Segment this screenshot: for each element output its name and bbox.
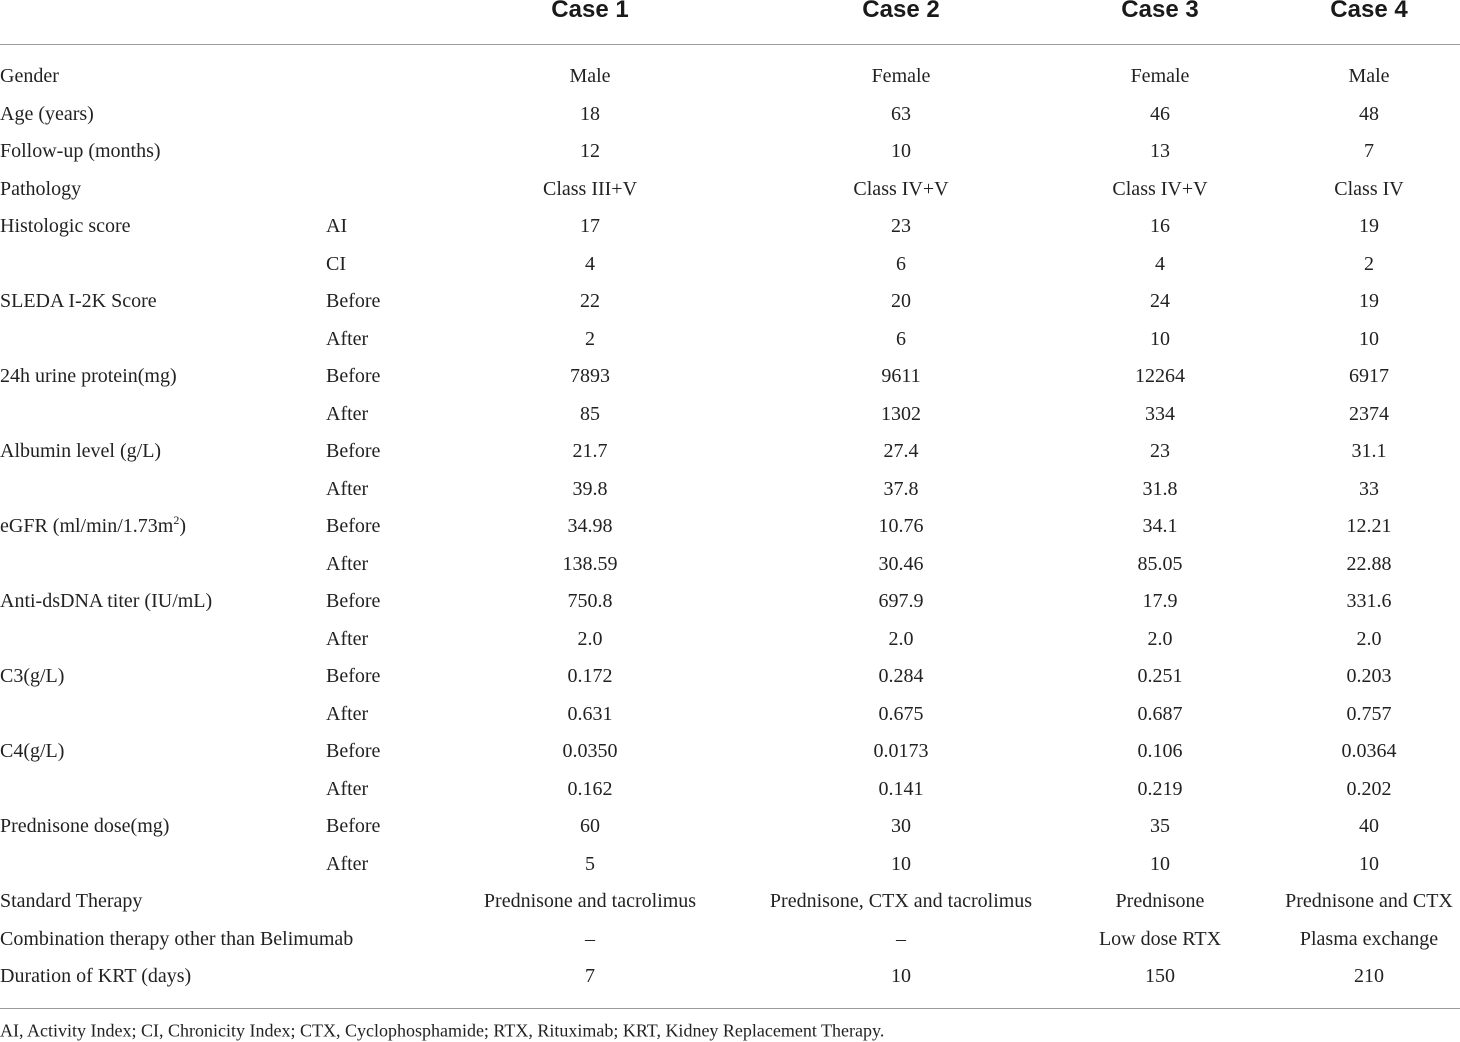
- cell-case-1: 138.59: [562, 552, 618, 575]
- cell-case-2: 2.0: [888, 627, 914, 650]
- cell-case-1: 21.7: [572, 440, 608, 462]
- row-label-text: Follow-up (months): [0, 140, 161, 162]
- cell-case-4: 0.203: [1346, 665, 1392, 687]
- cell-case-4: 0.757: [1346, 702, 1392, 725]
- cell-case-4: 10: [1359, 852, 1379, 875]
- cell-case-1: 7893: [570, 365, 610, 387]
- cell-case-3: 17.9: [1142, 590, 1178, 612]
- cell-case-1: –: [585, 927, 595, 950]
- cell-case-4: 31.1: [1351, 440, 1387, 462]
- cell-case-3: 0.251: [1137, 665, 1183, 687]
- cell-case-3: Prednisone: [1115, 890, 1205, 912]
- cell-case-1: 750.8: [567, 590, 613, 612]
- cell-case-1: 2.0: [577, 627, 603, 650]
- cell-case-4: 6917: [1349, 365, 1389, 387]
- row-label-superscript: 2: [173, 513, 180, 527]
- row-label: [0, 966, 191, 986]
- row-sublabel: Before: [326, 665, 381, 687]
- cell-case-3: 10: [1150, 852, 1170, 875]
- cell-case-1: Prednisone and tacrolimus: [483, 890, 697, 912]
- row-label-text: Age (years): [0, 102, 94, 125]
- cell-case-3: 150: [1145, 965, 1175, 987]
- cell-case-3: 34.1: [1142, 515, 1178, 537]
- row-sublabel: Before: [326, 515, 381, 537]
- cell-case-4: 2: [1364, 252, 1374, 275]
- cell-case-3: 334: [1145, 402, 1175, 425]
- row-label-text: Anti-dsDNA titer (IU/mL): [0, 590, 213, 612]
- row-label: [0, 291, 157, 311]
- row-label: [0, 666, 64, 686]
- cell-case-1: 5: [585, 852, 595, 875]
- cell-case-4: 331.6: [1346, 590, 1392, 612]
- cell-case-4: 2374: [1349, 402, 1389, 425]
- cell-case-1: 0.162: [567, 777, 613, 800]
- cell-case-3: 12264: [1135, 365, 1185, 387]
- cell-case-4: 19: [1359, 290, 1379, 312]
- cell-case-3: 31.8: [1142, 477, 1178, 500]
- row-label-text: C4(g/L): [0, 740, 65, 762]
- row-sublabel: After: [326, 777, 369, 800]
- row-sublabel: CI: [326, 252, 346, 275]
- row-label: [0, 179, 81, 199]
- cell-case-3: 10: [1150, 327, 1170, 350]
- row-label-text: Pathology: [0, 177, 82, 200]
- cell-case-3: 23: [1150, 440, 1170, 462]
- cell-case-2: 6: [896, 252, 906, 275]
- row-label-text: Prednisone dose(mg): [0, 815, 170, 837]
- cell-case-3: 2.0: [1147, 627, 1173, 650]
- row-label: [0, 891, 142, 911]
- cell-case-2: 10: [891, 140, 911, 162]
- cell-case-2: Female: [871, 65, 931, 87]
- cell-case-1: 85: [580, 402, 600, 425]
- row-sublabel: Before: [326, 365, 381, 387]
- cell-case-3: 0.219: [1137, 777, 1183, 800]
- row-sublabel: After: [326, 627, 369, 650]
- cell-case-3: 0.106: [1137, 740, 1183, 762]
- cell-case-3: Female: [1130, 65, 1190, 87]
- cell-case-4: 33: [1359, 477, 1379, 500]
- cell-case-2: 697.9: [878, 590, 924, 612]
- cell-case-1: 0.631: [567, 702, 613, 725]
- cell-case-2: 10: [891, 965, 911, 987]
- row-label-text: Histologic score: [0, 215, 131, 237]
- cell-case-2: Prednisone, CTX and tacrolimus: [769, 890, 1033, 912]
- row-label-text: Albumin level (g/L): [0, 440, 162, 462]
- cell-case-2: 0.284: [878, 665, 924, 687]
- row-sublabel: After: [326, 702, 369, 725]
- cell-case-4: Prednisone and CTX: [1285, 890, 1453, 912]
- cell-case-4: 40: [1359, 815, 1379, 837]
- cell-case-4: 19: [1359, 215, 1379, 237]
- cell-case-4: 7: [1364, 140, 1374, 162]
- cell-case-2: 27.4: [883, 440, 919, 462]
- cell-case-4: 0.202: [1346, 777, 1392, 800]
- header-case-1: Case 1: [551, 0, 629, 23]
- table-footnote: AI, Activity Index; CI, Chronicity Index; CTX, Cyclophosphamide; RTX, Rituximab; KRT, Kidney Replacement Therapy.: [0, 1020, 885, 1041]
- cell-case-1: 0.0350: [562, 740, 618, 762]
- row-sublabel: Before: [326, 740, 381, 762]
- cell-case-1: 17: [580, 215, 600, 237]
- cell-case-2: 10: [891, 852, 911, 875]
- cell-case-2: 10.76: [878, 515, 924, 537]
- row-label: [0, 741, 64, 761]
- cell-case-3: Low dose RTX: [1098, 927, 1222, 950]
- cell-case-1: 7: [585, 965, 595, 987]
- cell-case-3: Class IV+V: [1112, 177, 1208, 200]
- cell-case-3: 46: [1150, 102, 1170, 125]
- header-case-4: Case 4: [1330, 0, 1408, 23]
- row-sublabel: Before: [326, 290, 381, 312]
- row-sublabel: Before: [326, 590, 381, 612]
- cell-case-2: 1302: [881, 402, 921, 425]
- cell-case-2: 30.46: [878, 552, 924, 575]
- row-sublabel: After: [326, 327, 369, 350]
- cell-case-1: 22: [580, 290, 600, 312]
- cell-case-4: 0.0364: [1341, 740, 1397, 762]
- row-sublabel: Before: [326, 440, 381, 462]
- row-sublabel: After: [326, 852, 369, 875]
- row-label: [0, 216, 131, 236]
- row-label: [0, 591, 212, 611]
- cell-case-1: 39.8: [572, 477, 608, 500]
- cell-case-2: 0.141: [878, 777, 924, 800]
- row-label-text: Combination therapy other than Belimumab: [0, 927, 354, 950]
- cell-case-1: 4: [585, 252, 595, 275]
- footer-rule: [0, 1008, 1460, 1009]
- cell-case-2: 6: [896, 327, 906, 350]
- cell-case-4: 48: [1359, 102, 1379, 125]
- row-label: [0, 141, 161, 161]
- cell-case-2: 30: [891, 815, 911, 837]
- cell-case-4: 10: [1359, 327, 1379, 350]
- cell-case-3: 35: [1150, 815, 1170, 837]
- row-label: [0, 104, 94, 124]
- row-label: [0, 366, 177, 386]
- row-sublabel: After: [326, 402, 369, 425]
- cell-case-1: 60: [580, 815, 600, 837]
- cell-case-2: Class IV+V: [853, 177, 949, 200]
- header-case-3: Case 3: [1121, 0, 1199, 23]
- cell-case-4: 12.21: [1346, 515, 1392, 537]
- cell-case-2: 37.8: [883, 477, 919, 500]
- header-rule: [0, 44, 1460, 45]
- cell-case-3: 0.687: [1137, 702, 1183, 725]
- cell-case-1: 12: [580, 140, 600, 162]
- cell-case-4: 22.88: [1346, 552, 1392, 575]
- row-sublabel: After: [326, 552, 369, 575]
- row-label: [0, 66, 59, 86]
- row-label-text: Duration of KRT (days): [0, 965, 192, 987]
- row-label: [0, 816, 169, 836]
- cell-case-3: 16: [1150, 215, 1170, 237]
- cell-case-4: Plasma exchange: [1299, 927, 1439, 950]
- header-case-2: Case 2: [862, 0, 940, 23]
- row-label-text: 24h urine protein(mg): [0, 365, 177, 387]
- cell-case-3: 24: [1150, 290, 1170, 312]
- row-label-text: Gender: [0, 65, 59, 87]
- cell-case-4: Class IV: [1334, 177, 1404, 200]
- cell-case-4: 210: [1354, 965, 1384, 987]
- cell-case-2: 20: [891, 290, 911, 312]
- cell-case-4: Male: [1348, 65, 1390, 87]
- cell-case-1: 18: [580, 102, 600, 125]
- row-label: [0, 441, 161, 461]
- row-label-tail: ): [179, 515, 187, 537]
- cell-case-3: 4: [1155, 252, 1165, 275]
- row-label-text: SLEDA I-2K Score: [0, 290, 157, 312]
- cell-case-3: 85.05: [1137, 552, 1183, 575]
- cell-case-1: 0.172: [567, 665, 613, 687]
- cell-case-2: 23: [891, 215, 911, 237]
- cell-case-1: Male: [569, 65, 611, 87]
- cell-case-4: 2.0: [1356, 627, 1382, 650]
- cell-case-2: 0.0173: [873, 740, 929, 762]
- row-sublabel: AI: [326, 215, 348, 237]
- row-label-text: C3(g/L): [0, 665, 65, 687]
- row-sublabel: After: [326, 477, 369, 500]
- row-label: [0, 513, 187, 537]
- cell-case-2: 63: [891, 102, 911, 125]
- cell-case-1: Class III+V: [542, 177, 638, 200]
- cell-case-2: 9611: [881, 365, 921, 387]
- row-sublabel: Before: [326, 815, 381, 837]
- cell-case-2: 0.675: [878, 702, 924, 725]
- row-label: [0, 929, 353, 949]
- row-label-text: Standard Therapy: [0, 890, 143, 912]
- cell-case-1: 2: [585, 327, 595, 350]
- row-label-text: eGFR (ml/min/1.73m: [0, 515, 174, 537]
- cell-case-3: 13: [1150, 140, 1170, 162]
- cell-case-2: –: [896, 927, 906, 950]
- cell-case-1: 34.98: [567, 515, 613, 537]
